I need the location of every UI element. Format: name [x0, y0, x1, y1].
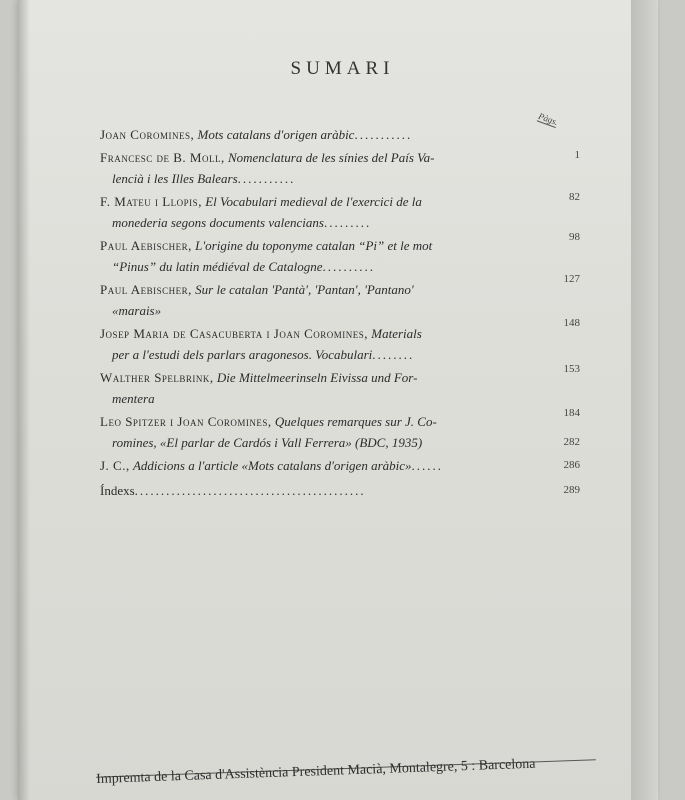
entry-author: Paul Aebischer,: [100, 238, 192, 253]
toc-line: [100, 147, 580, 168]
entry-author: Josep Maria de Casacuberta i Joan Coromines,: [100, 326, 369, 341]
entry-author: Leo Spitzer i Joan Coromines,: [100, 414, 272, 429]
entry-author: J. C.,: [100, 458, 130, 473]
entry-title: Die Mittelmeerinseln Eivissa und For-: [216, 370, 418, 385]
toc-line: [100, 191, 580, 212]
leader-dots: ............................................: [134, 483, 366, 498]
entry-title-cont: «marais»: [112, 303, 162, 318]
toc-line: [100, 411, 580, 432]
entry-author: Francesc de B. Moll,: [100, 150, 225, 165]
entry-page: 184: [563, 407, 580, 419]
entry-title-cont: romines, «El parlar de Cardós i Vall Ferrera» (BDC, 1935): [112, 435, 423, 450]
leader-dots: ........: [372, 347, 415, 362]
entry-page: 286: [563, 459, 580, 471]
toc-entry: [100, 407, 580, 453]
toc-line: [100, 432, 580, 453]
entry-author: Joan Coromines,: [100, 127, 195, 142]
toc-line: [100, 168, 580, 189]
entry-title-cont: mentera: [112, 391, 155, 406]
entry-title-cont: monederia segons documents valencians: [112, 215, 324, 230]
toc-line: [100, 455, 580, 476]
toc-line: [100, 300, 580, 321]
entry-title: Quelques remarques sur J. Co-: [274, 414, 437, 429]
entry-title-cont: “Pinus” du latin médiéval de Catalogne: [112, 259, 323, 274]
leader-dots: ...........: [354, 127, 413, 142]
toc-entry: [100, 317, 580, 365]
toc-entry: [100, 231, 580, 277]
leader-dots: ..........: [322, 259, 376, 274]
leader-dots: .........: [323, 215, 372, 230]
toc-entry: [100, 191, 580, 233]
entry-page: 153: [563, 363, 580, 375]
leader-dots: ......: [411, 458, 444, 473]
toc-line: [100, 480, 580, 501]
leader-dots: ...........: [237, 171, 296, 186]
spine-shadow: [18, 0, 30, 800]
entry-title-cont: lencià i les Illes Balears: [112, 171, 238, 186]
toc-line: [100, 235, 580, 256]
entry-page: 127: [563, 273, 580, 285]
entry-title: Nomenclatura de les sínies del País Va-: [227, 150, 435, 165]
toc-line: [100, 344, 580, 365]
toc-line: [100, 256, 580, 277]
toc-entry: [100, 273, 580, 321]
toc-entry: [100, 124, 580, 145]
entry-title: El Vocabulari medieval de l'exercici de la: [205, 194, 422, 209]
entry-page: 282: [563, 436, 580, 448]
toc-line: [100, 212, 580, 233]
toc-entry: [100, 147, 580, 189]
printer-imprint: Impremta de la Casa d'Assistència President Macià, Montalegre, 5 : Barcelona: [96, 756, 536, 787]
entry-page: 82: [569, 191, 580, 203]
entry-title-cont: per a l'estudi dels parlars aragonesos. Vocabulari: [112, 347, 373, 362]
entry-page: 289: [563, 484, 580, 496]
entry-title: Addicions a l'article «Mots catalans d'origen aràbic»: [132, 458, 412, 473]
toc-line: [100, 323, 580, 344]
pages-column-label: Pàgs.: [537, 110, 560, 128]
entry-author: Paul Aebischer,: [100, 282, 192, 297]
page-title: SUMARI: [290, 58, 395, 79]
page-edge: [631, 0, 658, 800]
entry-page: 148: [563, 317, 580, 329]
entry-page: 98: [569, 231, 580, 243]
toc-line: [100, 388, 580, 409]
entry-author: Walther Spelbrink,: [100, 370, 214, 385]
entry-title: L'origine du toponyme catalan “Pi” et le mot: [195, 238, 433, 253]
entry-title: Sur le catalan 'Pantà', 'Pantan', 'Pantano': [195, 282, 414, 297]
entry-title: Materials: [371, 326, 422, 341]
toc-line: [100, 279, 580, 300]
entry-title: Mots catalans d'origen aràbic: [197, 127, 355, 142]
entry-title: Índexs: [100, 483, 135, 498]
toc-entry: [100, 363, 580, 409]
table-of-contents: [100, 124, 580, 503]
toc-entry: [100, 455, 580, 476]
entry-author: F. Mateu i Llopis,: [100, 194, 202, 209]
toc-line: [100, 367, 580, 388]
toc-entry: [100, 480, 580, 501]
entry-page: 1: [574, 149, 580, 161]
toc-line: [100, 124, 580, 145]
